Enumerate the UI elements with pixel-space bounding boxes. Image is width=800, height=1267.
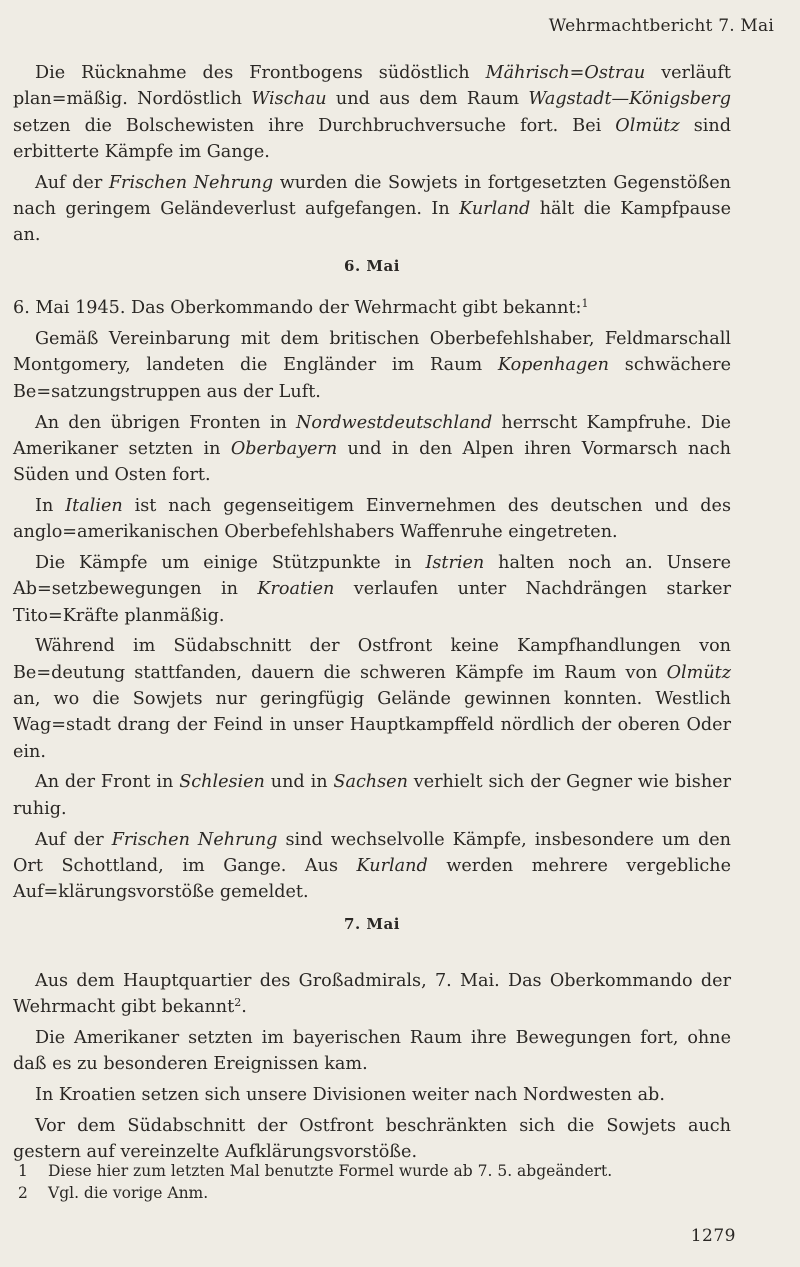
footnote bbox=[18, 1182, 718, 1204]
report-intro-7-mai: Aus dem Hauptquartier des Großadmirals, 7. Mai. Das Oberkommando der Wehrmacht gibt bekannt$^2$. bbox=[13, 970, 731, 1017]
paragraph-kopenhagen: Gemäß Vereinbarung mit dem britischen Oberbefehlshaber, Feldmarschall Montgomery, landeten die Engländer im Raum Kopenhagen schwächere Be=satzungstruppen aus der Luft. bbox=[13, 329, 731, 402]
place-name: Kurland bbox=[459, 198, 531, 219]
paragraph-suedabschnitt: Vor dem Südabschnitt der Ostfront beschränkten sich die Sowjets auch gestern auf vereinzelte Aufklärungsvorstöße. bbox=[13, 1115, 731, 1162]
place-name: Frischen Nehrung bbox=[108, 172, 274, 193]
place-name: Wagstadt—Königsberg bbox=[528, 89, 731, 110]
footnotes bbox=[18, 1160, 718, 1204]
paragraph-bayern: Die Amerikaner setzten im bayerischen Raum ihre Bewegungen fort, ohne daß es zu besonderen Ereignissen kam. bbox=[13, 1027, 731, 1075]
section-heading-7-mai: 7. Mai bbox=[344, 915, 400, 934]
paragraph-ostfront: Während im Südabschnitt der Ostfront keine Kampfhandlungen von Be=deutung stattfanden, dauern die schweren Kämpfe im Raum von Olmütz an, wo die Sowjets nur geringfügig Gelände gewinnen konnten. Westlich Wag=stadt drang der Feind in unser Hauptkampffeld nördlich der oberen Oder ein. bbox=[13, 636, 731, 762]
page-body bbox=[13, 60, 731, 1170]
place-name: Mährisch=Ostrau bbox=[485, 63, 646, 83]
paragraph-front-retreat: Die Rücknahme des Frontbogens südöstlich Mährisch=Ostrau verläuft plan=mäßig. Nordöstlich Wischau und aus dem Raum Wagstadt—Königsberg setzen die Bolschewisten ihre Durchbruchversuche fort. Bei Olmütz sind erbitterte Kämpfe im Gange. bbox=[13, 63, 731, 162]
running-head: Wehrmachtbericht 7. Mai bbox=[548, 16, 774, 36]
footnote-ref: 1 bbox=[581, 297, 589, 311]
paragraph-italien: In Italien ist nach gegenseitigem Einvernehmen des deutschen und des anglo=amerikanischen Oberbefehlshabers Waffenruhe eingetreten. bbox=[13, 495, 732, 543]
place-name: Olmütz bbox=[615, 115, 680, 136]
footnote-number: 1 bbox=[18, 1162, 28, 1180]
paragraph-istrien: Die Kämpfe um einige Stützpunkte in Istrien halten noch an. Unsere Ab=setzbewegungen in Kroatien verlaufen unter Nachdrängen starker Tito=Kräfte planmäßig. bbox=[13, 553, 732, 626]
paragraph-kroatien: In Kroatien setzen sich unsere Divisionen weiter nach Nordwesten ab. bbox=[35, 1084, 665, 1105]
page-number: 1279 bbox=[690, 1226, 736, 1246]
paragraph-schottland: Auf der Frischen Nehrung sind wechselvolle Kämpfe, insbesondere um den Ort Schottland, im Gange. Aus Kurland werden mehrere vergebliche Auf=klärungsvorstöße gemeldet. bbox=[13, 829, 731, 903]
place-name: Wischau bbox=[251, 89, 327, 110]
footnote-text: Diese hier zum letzten Mal benutzte Formel wurde ab 7. 5. abgeändert. bbox=[48, 1162, 613, 1180]
paragraph-schlesien: An der Front in Schlesien und in Sachsen verhielt sich der Gegner wie bisher ruhig. bbox=[13, 772, 731, 819]
report-intro-6-mai: 6. Mai 1945. Das Oberkommando der Wehrmacht gibt bekannt:$^1$ bbox=[13, 297, 589, 319]
paragraph-nehrung: Auf der Frischen Nehrung wurden die Sowjets in fortgesetzten Gegenstößen nach geringem Geländeverlust aufgefangen. In Kurland hält die Kampfpause an. bbox=[13, 172, 731, 246]
footnote-number: 2 bbox=[18, 1184, 28, 1202]
footnote bbox=[18, 1160, 718, 1182]
footnote-ref: 2 bbox=[234, 996, 242, 1009]
paragraph-nordwest: An den übrigen Fronten in Nordwestdeutschland herrscht Kampfruhe. Die Amerikaner setzten in Oberbayern und in den Alpen ihren Vormarsch nach Süden und Osten fort. bbox=[13, 412, 731, 486]
section-heading-6-mai: 6. Mai bbox=[344, 257, 400, 276]
footnote-text: Vgl. die vorige Anm. bbox=[48, 1184, 209, 1202]
